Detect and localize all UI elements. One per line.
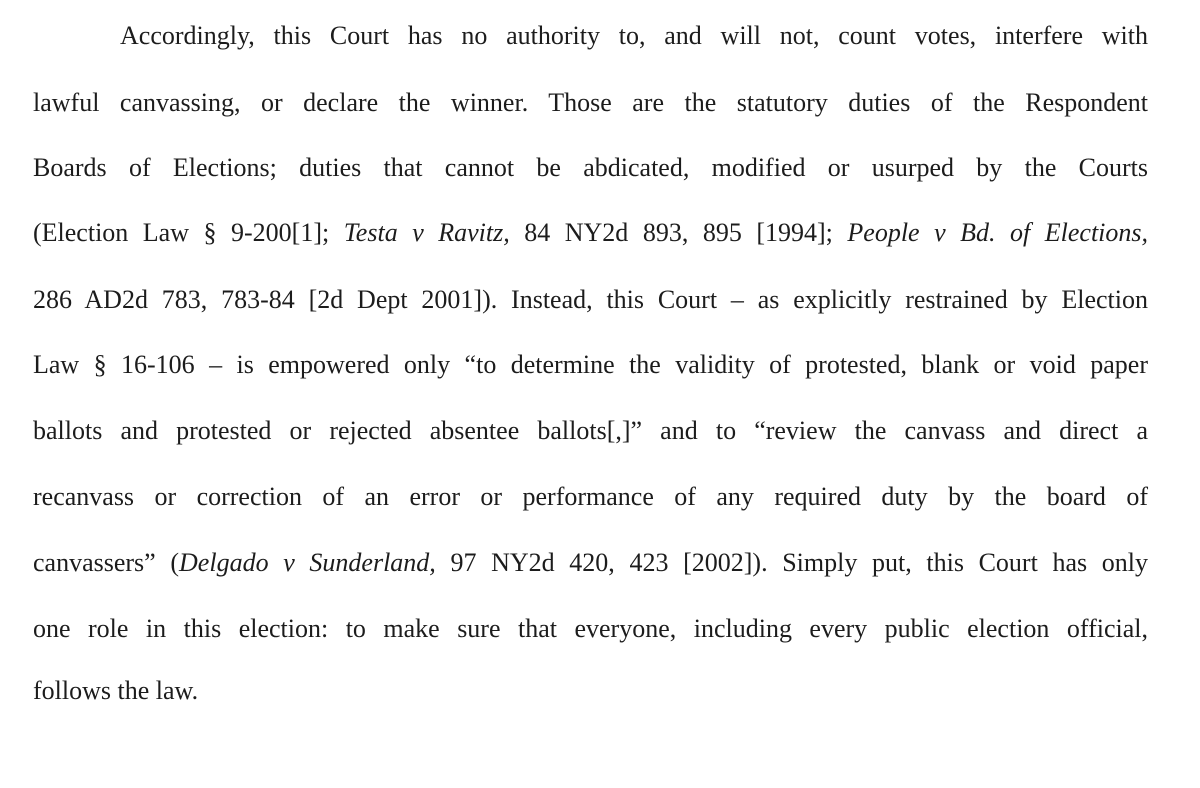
citation-text: canvassers” ( — [33, 548, 180, 577]
citation-text: 84 NY2d 893, 895 [1994]; — [509, 218, 848, 247]
paragraph-line-5: 286 AD2d 783, 783-84 [2d Dept 2001]). Instead, this Court – as explicitly restrained by Election — [33, 285, 1148, 314]
citation-text: 97 NY2d 420, 423 [2002]). Simply put, this Court has only — [435, 548, 1148, 577]
paragraph-line-4 — [33, 218, 1148, 248]
case-name-testa: Testa v Ravitz, — [343, 218, 510, 247]
paragraph-line-6: Law § 16-106 – is empowered only “to determine the validity of protested, blank or void paper — [33, 350, 1148, 379]
citation-text: (Election Law § 9-200[1]; — [33, 218, 344, 247]
paragraph-line-9 — [33, 548, 1148, 578]
paragraph-line-1: Accordingly, this Court has no authority to, and will not, count votes, interfere with — [120, 21, 1148, 50]
paragraph-line-3: Boards of Elections; duties that cannot be abdicated, modified or usurped by the Courts — [33, 153, 1148, 182]
paragraph-line-11: follows the law. — [33, 676, 199, 705]
paragraph-line-7: ballots and protested or rejected absentee ballots[,]” and to “review the canvass and direct a — [33, 416, 1148, 445]
paragraph-line-10: one role in this election: to make sure that everyone, including every public election official, — [33, 614, 1148, 643]
case-name-delgado: Delgado v Sunderland, — [179, 548, 436, 577]
case-name-people: People v Bd. of Elections, — [847, 218, 1149, 247]
paragraph-line-2: lawful canvassing, or declare the winner. Those are the statutory duties of the Respondent — [33, 88, 1148, 117]
paragraph-line-8: recanvass or correction of an error or performance of any required duty by the board of — [33, 482, 1148, 511]
